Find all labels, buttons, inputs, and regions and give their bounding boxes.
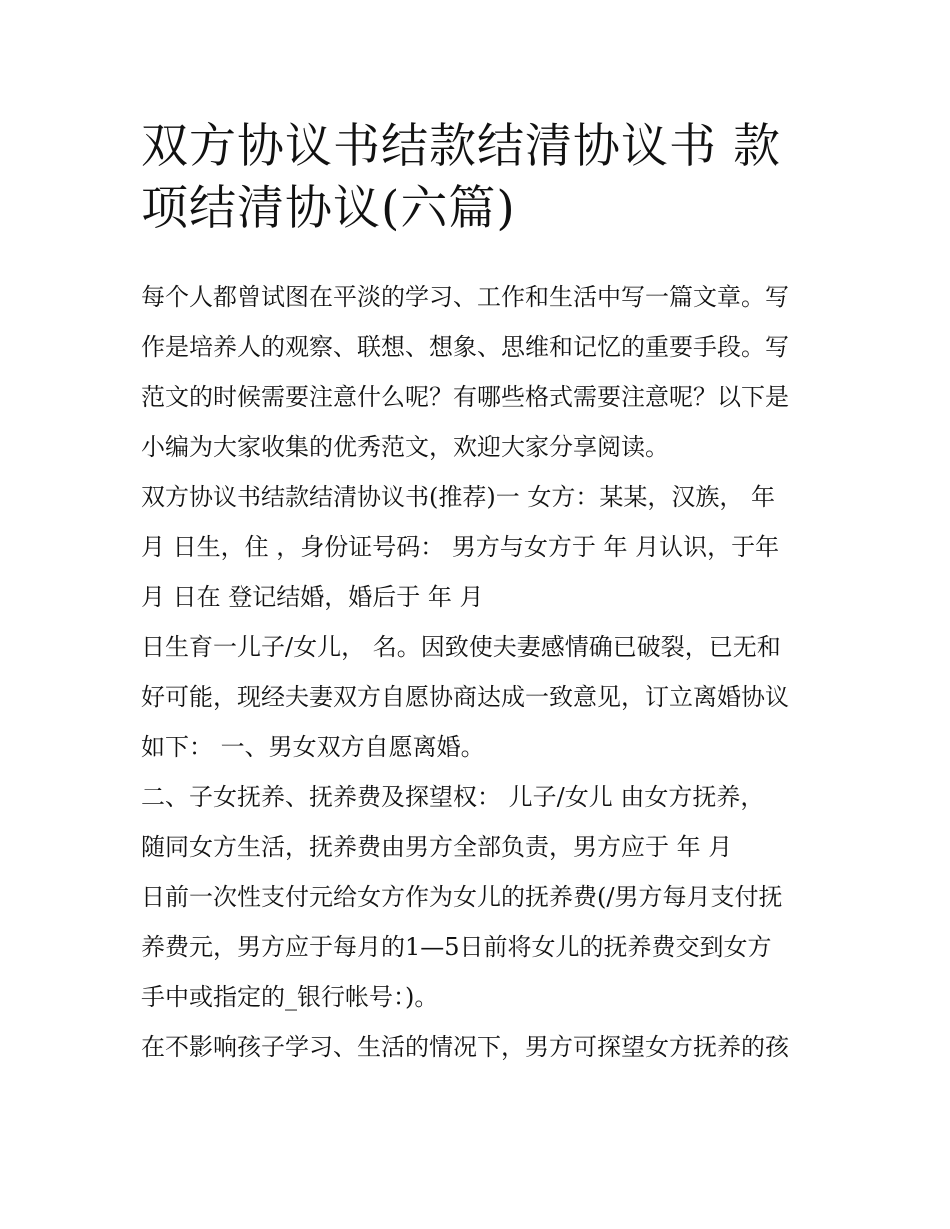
body-line: 随同女方生活，抚养费由男方全部负责，男方应于 年 月 bbox=[141, 833, 733, 861]
body-line: 月 日生，住 ，身份证号码： 男方与女方于 年 月认识，于年 bbox=[141, 533, 780, 561]
body-line: 如下： 一、男女双方自愿离婚。 bbox=[141, 733, 485, 761]
body-line: 日生育一儿子/女儿， 名。因致使夫妻感情确已破裂，已无和 bbox=[141, 633, 781, 661]
body-line: 月 日在 登记结婚，婚后于 年 月 bbox=[141, 583, 484, 611]
body-line: 手中或指定的_银行帐号：)。 bbox=[141, 983, 439, 1011]
body-line: 小编为大家收集的优秀范文，欢迎大家分享阅读。 bbox=[141, 433, 669, 461]
body-line: 养费元，男方应于每月的1—5日前将女儿的抚养费交到女方 bbox=[141, 933, 772, 961]
body-line: 好可能，现经夫妻双方自愿协商达成一致意见，订立离婚协议 bbox=[141, 683, 789, 711]
body-line: 二、子女抚养、抚养费及探望权： 儿子/女儿 由女方抚养， bbox=[141, 783, 765, 811]
title-line: 项结清协议(六篇) bbox=[141, 181, 516, 236]
title-line: 双方协议书结款结清协议书 款 bbox=[141, 119, 781, 174]
body-line: 作是培养人的观察、联想、想象、思维和记忆的重要手段。写 bbox=[141, 333, 789, 361]
body-line: 每个人都曾试图在平淡的学习、工作和生活中写一篇文章。写 bbox=[141, 283, 789, 311]
body-line: 在不影响孩子学习、生活的情况下，男方可探望女方抚养的孩 bbox=[141, 1033, 789, 1061]
document-title bbox=[141, 116, 841, 240]
body-line: 日前一次性支付元给女方作为女儿的抚养费(/男方每月支付抚 bbox=[141, 883, 783, 911]
body-line: 双方协议书结款结清协议书(推荐)一 女方：某某，汉族， 年 bbox=[141, 483, 775, 511]
body-line: 范文的时候需要注意什么呢？有哪些格式需要注意呢？以下是 bbox=[141, 383, 789, 411]
document-body bbox=[141, 272, 841, 1072]
